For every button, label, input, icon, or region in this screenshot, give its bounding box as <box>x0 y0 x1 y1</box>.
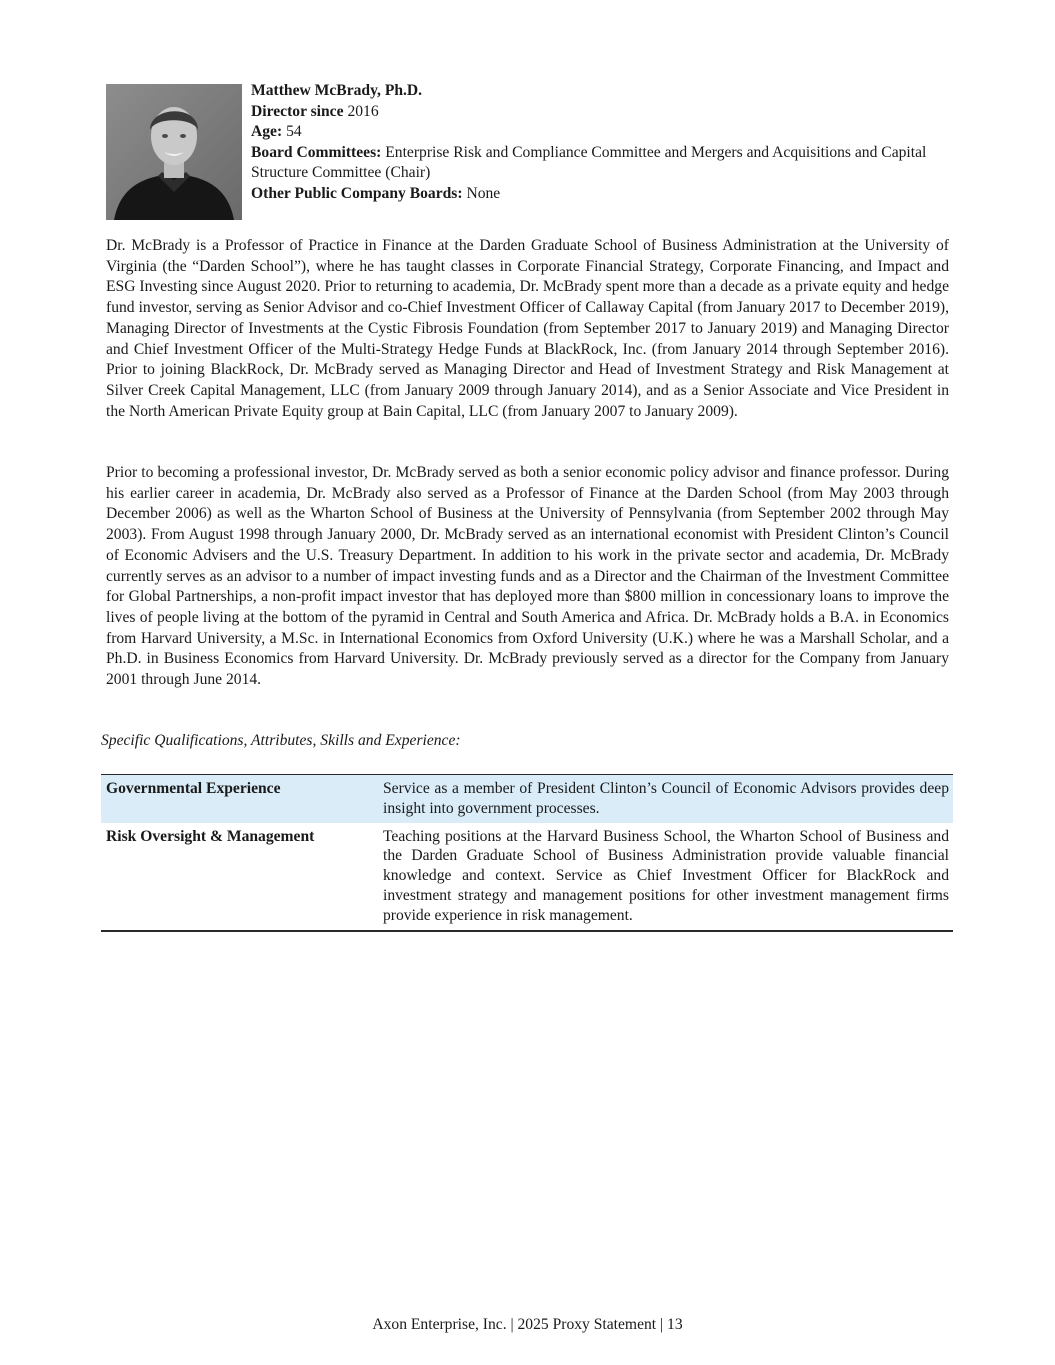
page-footer: Axon Enterprise, Inc. | 2025 Proxy Statement | 13 <box>372 1316 683 1333</box>
director-summary <box>251 81 952 205</box>
director-portrait <box>106 84 242 220</box>
qualifications-table <box>101 774 953 932</box>
director-header <box>106 81 952 221</box>
board-committees: Board Committees: Enterprise Risk and Compliance Committee and Mergers and Acquisitions and Capital Structure Committee (Chair) <box>251 143 927 182</box>
director-name: Matthew McBrady, Ph.D. <box>251 82 423 99</box>
biography-paragraph-1: Dr. McBrady is a Professor of Practice in Finance at the Darden Graduate School of Business Administration at the University of Virginia (the “Darden School”), where he has taught classes in Corporate Financial Strategy, Corporate Financing, and Impact and ESG Investing since August 2020. Prior to returning to academia, Dr. McBrady spent more than a decade as a private equity and hedge fund investor, serving as Senior Advisor and co-Chief Investment Officer of Callaway Capital (from January 2017 to December 2019), Managing Director of Investments at the Cystic Fibrosis Foundation (from September 2017 to January 2019) and Managing Director and Chief Investment Officer of the Multi-Strategy Hedge Funds at BlackRock, Inc. (from January 2014 through September 2016). Prior to joining BlackRock, Dr. McBrady served as Managing Director and Head of Investment Strategy and Risk Management at Silver Creek Capital Management, LLC (from January 2009 through January 2014), and as a Senior Associate and Vice President in the North American Private Equity group at Bain Capital, LLC (from January 2007 to January 2009). <box>106 237 949 420</box>
director-age: Age: 54 <box>251 123 302 141</box>
table-row <box>101 775 953 823</box>
qualification-description: Service as a member of President Clinton’s Council of Economic Advisors provides deep insight into government processes. <box>378 775 953 823</box>
other-public-boards: Other Public Company Boards: None <box>251 184 501 202</box>
director-since: Director since 2016 <box>251 102 379 120</box>
biography-paragraph-2: Prior to becoming a professional investor, Dr. McBrady served as both a senior economic policy advisor and finance professor. During his earlier career in academia, Dr. McBrady also served as a Professor of Finance at the Darden School (from May 2003 through December 2006) as well as the Wharton School of Business at the University of Pennsylvania (from September 2002 through May 2003). From August 1998 through January 2000, Dr. McBrady served as an international economist with President Clinton’s Council of Economic Advisers and the U.S. Treasury Department. In addition to his work in the private sector and academia, Dr. McBrady currently serves as an advisor to a number of impact investing funds and as a Director and the Chairman of the Investment Committee for Global Partnerships, a non-profit impact investor that has deployed more than $800 million in concessionary loans to improve the lives of people living at the bottom of the pyramid in Central and South America and Africa. Dr. McBrady holds a B.A. in Economics from Harvard University, a M.Sc. in International Economics from Oxford University (U.K.) where he was a Marshall Scholar, and a Ph.D. in Business Economics from Harvard University. Dr. McBrady previously served as a director for the Company from January 2001 through June 2014. <box>106 464 949 689</box>
qualifications-heading: Specific Qualifications, Attributes, Skills and Experience: <box>101 732 461 749</box>
qualification-label: Risk Oversight & Management <box>106 827 315 845</box>
table-row <box>101 823 953 931</box>
qualification-description: Teaching positions at the Harvard Business School, the Wharton School of Business and the Darden Graduate School of Business Administration provide valuable financial knowledge and context. Service as Chief Investment Officer for BlackRock and investment strategy and management positions for other investment management firms provide experience in risk management. <box>383 827 949 924</box>
qualification-label: Governmental Experience <box>101 775 378 823</box>
